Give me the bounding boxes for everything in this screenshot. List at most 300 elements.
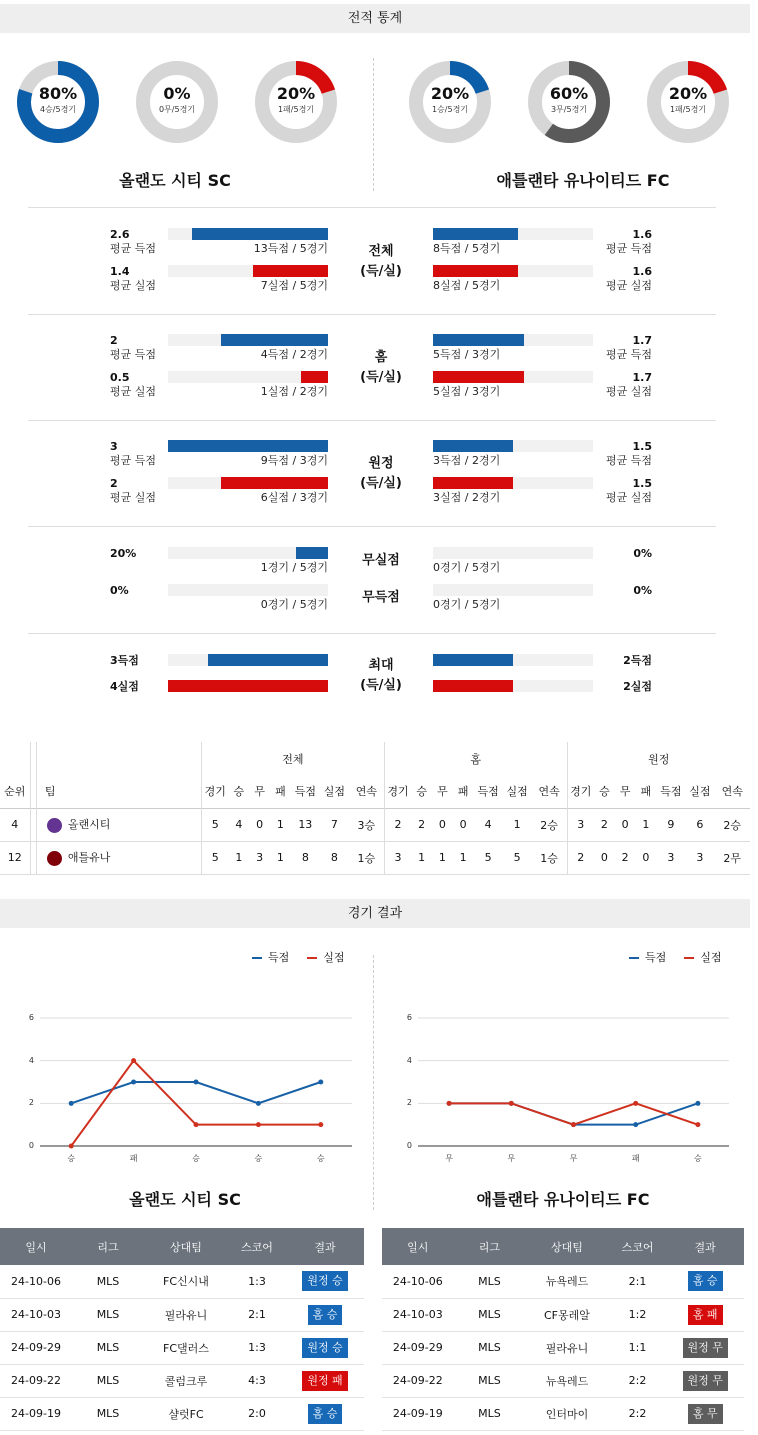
legend-scored: 득점	[268, 951, 290, 964]
standings-cell: 5	[484, 851, 492, 864]
home-stat-bar	[168, 440, 328, 452]
home-stat-detail: 13득점 / 5경기	[253, 242, 328, 255]
standings-cell: 0	[642, 851, 650, 864]
match-league: MLS	[72, 1331, 144, 1364]
home-stat-label: 평균 득점	[110, 454, 157, 467]
away-clean-value: 0%	[633, 584, 652, 597]
standings-group-header: 원정	[567, 742, 750, 775]
donut-chart	[254, 60, 338, 144]
donut-chart	[646, 60, 730, 144]
home-results-table	[0, 1228, 364, 1431]
match-league: MLS	[454, 1331, 526, 1364]
stat-group-subtitle: (득/실)	[360, 370, 402, 385]
standings-cell: 1	[438, 851, 446, 864]
bar-track	[433, 584, 593, 596]
standings-col-header: 실점	[323, 785, 346, 799]
match-opponent: 인터마이	[525, 1397, 608, 1430]
data-point	[695, 1101, 700, 1106]
standings-cell: 4	[484, 818, 492, 831]
standings-col-header: 무	[437, 785, 448, 799]
stat-group-title: 홈	[374, 350, 388, 365]
team-header: 팀	[36, 775, 201, 808]
home-stat-value: 0.5	[110, 371, 130, 384]
y-tick-label: 4	[406, 1055, 412, 1065]
match-score: 1:3	[228, 1265, 286, 1298]
y-tick-label: 0	[406, 1141, 412, 1150]
standings-cell: 0	[459, 818, 467, 831]
standings-col-header: 연속	[721, 785, 743, 799]
away-results-team-name: 애틀랜타 유나이티드 FC	[476, 1190, 650, 1209]
home-stat-bar	[221, 477, 328, 489]
standings-col-header: 승	[233, 785, 245, 799]
series-line-conceded	[449, 1103, 698, 1124]
home-max-value: 3득점	[110, 654, 139, 667]
standings-row	[0, 808, 750, 841]
standings-cell: 1	[513, 818, 521, 831]
standings-cell: 2	[600, 818, 608, 831]
standings-col-header: 경기	[384, 775, 411, 808]
standings-cell: 3	[256, 851, 264, 864]
standings-col-header: 연속	[538, 785, 560, 799]
match-league: MLS	[454, 1265, 526, 1298]
divider	[28, 526, 716, 527]
match-opponent: FC신시내	[144, 1265, 228, 1298]
data-point	[256, 1122, 261, 1127]
match-score: 2:0	[228, 1397, 286, 1430]
standings-cell: 1	[276, 818, 284, 831]
match-date: 24-09-22	[0, 1364, 72, 1397]
away-stat-label: 평균 득점	[605, 348, 652, 361]
standings-cell: 7	[330, 818, 338, 831]
donut-percent: 60%	[549, 84, 589, 103]
scored-swatch	[252, 957, 262, 959]
standings-col-header: 경기	[567, 775, 594, 808]
standings-cell: 1승	[540, 851, 558, 865]
home-clean-detail: 1경기 / 5경기	[260, 561, 328, 574]
standings-cell: 2승	[723, 818, 742, 832]
standings-cell: 1	[418, 851, 426, 864]
match-score: 1:3	[228, 1331, 286, 1364]
standings-cell: 2	[567, 841, 594, 874]
results-col-header: 상대팀	[525, 1228, 608, 1265]
bar-track	[168, 584, 328, 596]
home-stat-label: 평균 득점	[110, 348, 157, 361]
data-point	[131, 1058, 136, 1063]
standings-cell: 13	[298, 818, 313, 831]
standings-col-header: 패	[457, 785, 469, 799]
standings-col-header: 무	[619, 785, 631, 799]
x-tick-label: 무	[569, 1154, 578, 1163]
donut-subtitle: 4승/5경기	[39, 105, 77, 114]
donut-percent: 20%	[276, 84, 316, 103]
away-stat-label: 평균 득점	[605, 242, 652, 255]
x-tick-label: 승	[192, 1154, 200, 1163]
standings-col-header: 경기	[201, 775, 228, 808]
standings-row	[0, 841, 750, 874]
rank: 12	[7, 851, 22, 864]
home-team-name: 올랜도 시티 SC	[119, 171, 231, 190]
match-score: 2:2	[609, 1397, 667, 1430]
away-stat-detail: 5득점 / 3경기	[433, 348, 501, 361]
data-point	[571, 1122, 576, 1127]
away-stat-label: 평균 득점	[605, 454, 652, 467]
away-stat-detail: 8실점 / 5경기	[433, 279, 501, 292]
match-opponent: 콜럼크루	[144, 1364, 228, 1397]
standings-cell: 3	[567, 808, 594, 841]
result-badge: 홈 승	[308, 1305, 343, 1325]
stat-group-title: 전체	[368, 244, 394, 259]
standings-cell: 0	[600, 851, 608, 864]
data-point	[509, 1101, 514, 1106]
section-title-results: 경기 결과	[0, 899, 750, 928]
standings-cell: 8	[330, 851, 338, 864]
data-point	[695, 1122, 700, 1127]
match-opponent: 필라유니	[144, 1298, 228, 1331]
home-max-value: 4실점	[110, 680, 139, 693]
donut-percent: 0%	[163, 84, 191, 103]
away-stat-bar	[433, 228, 518, 240]
match-league: MLS	[454, 1397, 526, 1430]
donut-chart	[527, 60, 611, 144]
donut-percent: 20%	[668, 84, 708, 103]
match-date: 24-10-03	[0, 1298, 72, 1331]
standings-cell: 2무	[723, 851, 742, 865]
standings-cell: 1승	[357, 851, 376, 865]
result-badge: 원정 무	[683, 1371, 728, 1391]
home-stat-detail: 9득점 / 3경기	[260, 454, 328, 467]
legend-conceded: 실점	[323, 951, 345, 964]
result-row[interactable]	[382, 1265, 744, 1298]
standings-cell: 3	[696, 851, 704, 864]
home-stat-value: 1.4	[110, 265, 130, 278]
standings-cell: 8	[301, 851, 309, 864]
standings-col-header: 득점	[294, 785, 316, 799]
away-stat-label: 평균 실점	[605, 385, 652, 398]
stat-group-subtitle: (득/실)	[360, 264, 402, 279]
home-stat-detail: 1실점 / 2경기	[260, 385, 328, 398]
team-logo-icon	[47, 851, 62, 866]
away-clean-detail: 0경기 / 5경기	[433, 598, 501, 611]
x-tick-label: 패	[631, 1154, 640, 1163]
standings-col-header: 승	[416, 785, 427, 799]
standings-col-header: 실점	[689, 785, 711, 799]
match-league: MLS	[72, 1298, 144, 1331]
results-col-header: 리그	[454, 1228, 526, 1265]
data-point	[69, 1101, 74, 1106]
standings-cell: 0	[256, 818, 264, 831]
result-row[interactable]	[382, 1331, 744, 1364]
y-tick-label: 6	[406, 1013, 412, 1022]
away-stat-bar	[433, 334, 524, 346]
divider	[28, 420, 716, 421]
match-opponent: 샬럿FC	[144, 1397, 228, 1430]
data-point	[447, 1101, 452, 1106]
result-row[interactable]	[382, 1364, 744, 1397]
x-tick-label: 승	[316, 1154, 325, 1163]
away-stat-value: 1.6	[632, 228, 652, 241]
away-results-table	[382, 1228, 744, 1431]
standings-cell: 2	[621, 851, 629, 864]
result-badge: 원정 패	[302, 1371, 347, 1391]
home-stat-bar	[296, 547, 328, 559]
divider	[28, 207, 716, 208]
match-league: MLS	[72, 1364, 144, 1397]
away-stat-bar	[433, 371, 524, 383]
standings-group-header: 전체	[201, 742, 384, 775]
match-league: MLS	[72, 1397, 144, 1430]
standings-cell: 0	[621, 818, 629, 831]
standings-col-header: 패	[640, 785, 652, 799]
data-point	[131, 1080, 136, 1085]
standings-cell: 5	[201, 841, 228, 874]
results-col-header: 일시	[0, 1228, 72, 1265]
result-row[interactable]	[0, 1331, 364, 1364]
standings-cell: 0	[438, 818, 446, 831]
stat-group-subtitle: (득/실)	[360, 476, 402, 491]
standings-cell: 3	[667, 851, 675, 864]
team-cell[interactable]	[36, 841, 201, 874]
standings-cell: 3승	[357, 818, 376, 832]
legend-conceded: 실점	[700, 951, 722, 964]
match-date: 24-10-03	[382, 1298, 454, 1331]
rank: 4	[11, 818, 19, 831]
home-stat-bar	[301, 371, 328, 383]
home-clean-detail: 0경기 / 5경기	[260, 598, 328, 611]
data-point	[447, 1101, 452, 1106]
result-badge: 원정 승	[302, 1338, 347, 1358]
result-badge: 홈 무	[688, 1404, 723, 1424]
home-stat-bar	[192, 228, 328, 240]
away-stat-value: 1.5	[632, 440, 652, 453]
home-stat-value: 2	[110, 477, 118, 490]
standings-cell: 2	[418, 818, 426, 831]
data-point	[194, 1122, 199, 1127]
series-line-scored	[449, 1103, 698, 1124]
result-badge: 홈 승	[688, 1271, 723, 1291]
match-opponent: 뉴욕레드	[525, 1364, 608, 1397]
conceded-swatch	[684, 957, 694, 959]
standings-grid	[0, 742, 750, 875]
series-line-scored	[71, 1082, 321, 1103]
home-stat-value: 3	[110, 440, 118, 453]
home-stat-bar	[253, 265, 328, 277]
away-stat-label: 평균 실점	[605, 491, 652, 504]
team-divider	[373, 58, 374, 191]
donut-subtitle: 1패/5경기	[277, 105, 315, 114]
data-point	[318, 1080, 323, 1085]
home-stat-label: 평균 실점	[110, 491, 157, 504]
rank-header: 순위	[4, 785, 26, 799]
away-stat-bar	[433, 477, 513, 489]
home-stat-label: 평균 실점	[110, 385, 157, 398]
chart-legend	[629, 951, 722, 964]
match-date: 24-09-29	[0, 1331, 72, 1364]
away-stat-value: 1.7	[632, 334, 652, 347]
away-stat-value: 1.7	[632, 371, 652, 384]
standings-cell: 3	[384, 841, 411, 874]
results-col-header: 스코어	[228, 1228, 286, 1265]
data-point	[318, 1122, 323, 1127]
team-short-name: 애틀유나	[67, 851, 111, 865]
standings-cell: 2승	[540, 818, 558, 832]
home-stat-value: 2	[110, 334, 118, 347]
match-league: MLS	[454, 1364, 526, 1397]
data-point	[194, 1080, 199, 1085]
match-opponent: CF몽레알	[525, 1298, 608, 1331]
bar-track	[433, 547, 593, 559]
away-stat-detail: 3득점 / 2경기	[433, 454, 501, 467]
home-stat-value: 2.6	[110, 228, 130, 241]
donut-percent: 80%	[38, 84, 78, 103]
results-col-header: 리그	[72, 1228, 144, 1265]
donut-percent: 20%	[430, 84, 470, 103]
match-date: 24-09-29	[382, 1331, 454, 1364]
x-tick-label: 승	[694, 1154, 702, 1163]
match-opponent: 필라유니	[525, 1331, 608, 1364]
result-badge: 원정 무	[683, 1338, 728, 1358]
match-score: 4:3	[228, 1364, 286, 1397]
donut-chart	[408, 60, 492, 144]
y-tick-label: 2	[28, 1098, 34, 1108]
match-opponent: FC댈러스	[144, 1331, 228, 1364]
home-clean-value: 0%	[110, 584, 129, 597]
chart-divider	[373, 955, 374, 1210]
results-col-header: 상대팀	[144, 1228, 228, 1265]
home-stat-detail: 7실점 / 5경기	[260, 279, 328, 292]
away-stat-value: 1.6	[632, 265, 652, 278]
y-tick-label: 0	[28, 1141, 34, 1150]
result-row[interactable]	[0, 1298, 364, 1331]
home-stat-bar	[168, 680, 328, 692]
standings-col-header: 패	[275, 785, 286, 799]
away-stat-detail: 8득점 / 5경기	[433, 242, 501, 255]
match-league: MLS	[72, 1265, 144, 1298]
max-subtitle: (득/실)	[360, 678, 402, 693]
home-stat-detail: 4득점 / 2경기	[260, 348, 328, 361]
standings-cell: 6	[696, 818, 704, 831]
away-clean-value: 0%	[633, 547, 652, 560]
donut-chart	[16, 60, 100, 144]
match-date: 24-09-22	[382, 1364, 454, 1397]
divider	[28, 633, 716, 634]
match-opponent: 뉴욕레드	[525, 1265, 608, 1298]
standings-col-header: 실점	[506, 785, 528, 799]
y-tick-label: 2	[406, 1098, 412, 1108]
result-row[interactable]	[0, 1364, 364, 1397]
match-score: 2:1	[228, 1298, 286, 1331]
x-tick-label: 승	[254, 1154, 263, 1163]
standings-col-header: 득점	[477, 785, 499, 799]
match-date: 24-10-06	[382, 1265, 454, 1298]
standings-cell: 4	[235, 818, 243, 831]
donut-subtitle: 0무/5경기	[158, 105, 196, 114]
standings-col-header: 무	[254, 785, 265, 799]
away-stat-bar	[433, 440, 513, 452]
home-stat-label: 평균 득점	[110, 242, 157, 255]
away-clean-detail: 0경기 / 5경기	[433, 561, 501, 574]
match-date: 24-10-06	[0, 1265, 72, 1298]
data-point	[69, 1144, 74, 1149]
donut-chart	[135, 60, 219, 144]
home-stat-bar	[208, 654, 328, 666]
match-score: 2:1	[609, 1265, 667, 1298]
data-point	[633, 1122, 638, 1127]
standings-cell: 2	[384, 808, 411, 841]
away-stat-label: 평균 실점	[605, 279, 652, 292]
match-date: 24-09-19	[382, 1397, 454, 1430]
home-clean-value: 20%	[110, 547, 137, 560]
clean-title: 무실점	[362, 553, 400, 568]
x-tick-label: 승	[67, 1154, 76, 1163]
standings-cell: 1	[459, 851, 467, 864]
stat-group-title: 원정	[368, 456, 394, 471]
data-point	[509, 1101, 514, 1106]
result-row[interactable]	[382, 1298, 744, 1331]
y-tick-label: 6	[28, 1013, 34, 1022]
home-stat-bar	[221, 334, 328, 346]
standings-group-header: 홈	[384, 742, 567, 775]
x-tick-label: 무	[445, 1154, 453, 1163]
standings-col-header: 득점	[660, 785, 682, 799]
away-stat-detail: 3실점 / 2경기	[433, 491, 501, 504]
standings-cell: 1	[235, 851, 243, 864]
away-max-value: 2실점	[623, 680, 652, 693]
team-cell[interactable]	[36, 808, 201, 841]
results-col-header: 결과	[286, 1228, 364, 1265]
team-short-name: 올랜시티	[67, 818, 111, 832]
section-title-stats: 전적 통계	[0, 4, 750, 33]
standings-cell: 5	[201, 808, 228, 841]
data-point	[571, 1122, 576, 1127]
result-badge: 홈 패	[688, 1305, 723, 1325]
series-line-conceded	[71, 1061, 321, 1146]
result-badge: 홈 승	[308, 1404, 343, 1424]
standings-col-header: 연속	[355, 785, 377, 799]
standings-col-header: 승	[599, 785, 610, 799]
match-score: 1:1	[609, 1331, 667, 1364]
results-col-header: 결과	[666, 1228, 744, 1265]
home-stat-label: 평균 실점	[110, 279, 157, 292]
standings-cell: 9	[667, 818, 675, 831]
result-row[interactable]	[0, 1265, 364, 1298]
standings-cell: 5	[513, 851, 521, 864]
result-row[interactable]	[0, 1397, 364, 1430]
divider	[28, 314, 716, 315]
legend-scored: 득점	[645, 951, 667, 964]
away-stat-value: 1.5	[632, 477, 652, 490]
away-stat-bar	[433, 654, 513, 666]
away-stat-bar	[433, 680, 513, 692]
conceded-swatch	[307, 957, 317, 959]
result-row[interactable]	[382, 1397, 744, 1430]
home-stat-detail: 6실점 / 3경기	[260, 491, 328, 504]
y-tick-label: 4	[28, 1055, 34, 1065]
donut-subtitle: 1승/5경기	[431, 105, 469, 114]
scored-swatch	[629, 957, 639, 959]
away-max-value: 2득점	[623, 654, 652, 667]
match-score: 1:2	[609, 1298, 667, 1331]
standings-cell: 1	[642, 818, 650, 831]
standings-cell: 1	[276, 851, 284, 864]
donut-subtitle: 3무/5경기	[550, 105, 588, 114]
match-date: 24-09-19	[0, 1397, 72, 1430]
x-tick-label: 패	[129, 1154, 138, 1163]
match-league: MLS	[454, 1298, 526, 1331]
team-logo-icon	[47, 818, 62, 833]
clean-title: 무득점	[362, 590, 400, 605]
away-team-name: 애틀랜타 유나이티드 FC	[496, 171, 670, 190]
max-title: 최대	[368, 658, 394, 673]
